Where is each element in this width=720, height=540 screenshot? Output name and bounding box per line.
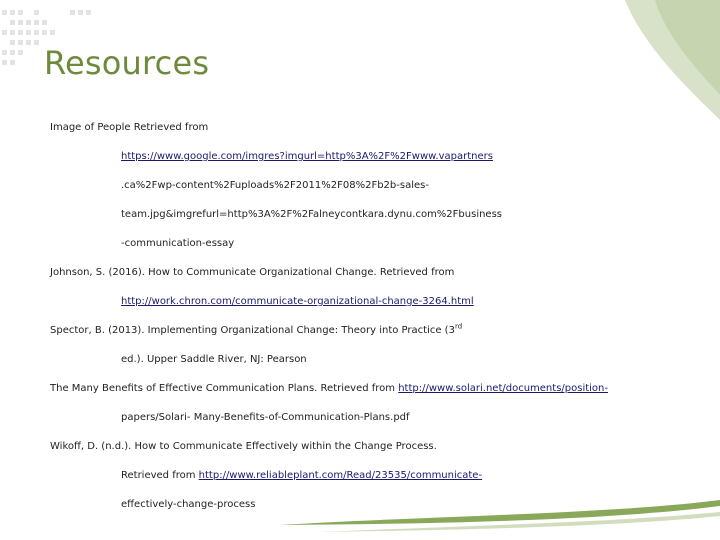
reference-1-url-line-3: team.jpg&imgrefurl=http%3A%2F%2Falneycontkara.dynu.com%2Fbusiness <box>121 209 503 220</box>
reference-1-lead: Image of People Retrieved from <box>50 122 209 133</box>
reference-2-url-line <box>50 287 660 316</box>
reference-1-url-line-4: -communication-essay <box>121 238 235 249</box>
corner-swoosh-decoration <box>625 0 720 120</box>
reference-5-text: Wikoff, D. (n.d.). How to Communicate Effectively within the Change Process. <box>50 441 437 452</box>
reference-1-url-line-2: .ca%2Fwp-content%2Fuploads%2F2011%2F08%2Fb2b-sales- <box>121 180 429 191</box>
page-title: Resources <box>44 44 210 82</box>
reference-2-text: Johnson, S. (2016). How to Communicate Organizational Change. Retrieved from <box>50 267 455 278</box>
reference-4-title: The Many Benefits of Effective Communication Plans. Retrieved from <box>50 383 396 394</box>
reference-3-superscript: rd <box>454 322 463 331</box>
reference-5-retrieved-label: Retrieved from <box>121 470 196 481</box>
reference-2-link[interactable]: http://work.chron.com/communicate-organizational-change-3264.html <box>121 296 474 307</box>
reference-4-link[interactable]: http://www.solari.net/documents/position- <box>398 383 608 394</box>
reference-3-continuation: ed.). Upper Saddle River, NJ: Pearson <box>121 354 307 365</box>
reference-4-text <box>50 374 660 403</box>
reference-5-continuation: effectively-change-process <box>121 499 256 510</box>
reference-5-retrieved-line <box>50 461 660 490</box>
reference-1-url-line-1 <box>50 142 660 171</box>
reference-3-title: Spector, B. (2013). Implementing Organizational Change: Theory into Practice (3 <box>50 325 455 336</box>
reference-5-link[interactable]: http://www.reliableplant.com/Read/23535/communicate- <box>198 470 483 481</box>
reference-1-link[interactable]: https://www.google.com/imgres?imgurl=http%3A%2F%2Fwww.vapartners <box>121 151 493 162</box>
reference-4-continuation: papers/Solari- Many-Benefits-of-Communication-Plans.pdf <box>121 412 410 423</box>
reference-3-text <box>50 316 660 345</box>
references-list <box>50 113 660 519</box>
